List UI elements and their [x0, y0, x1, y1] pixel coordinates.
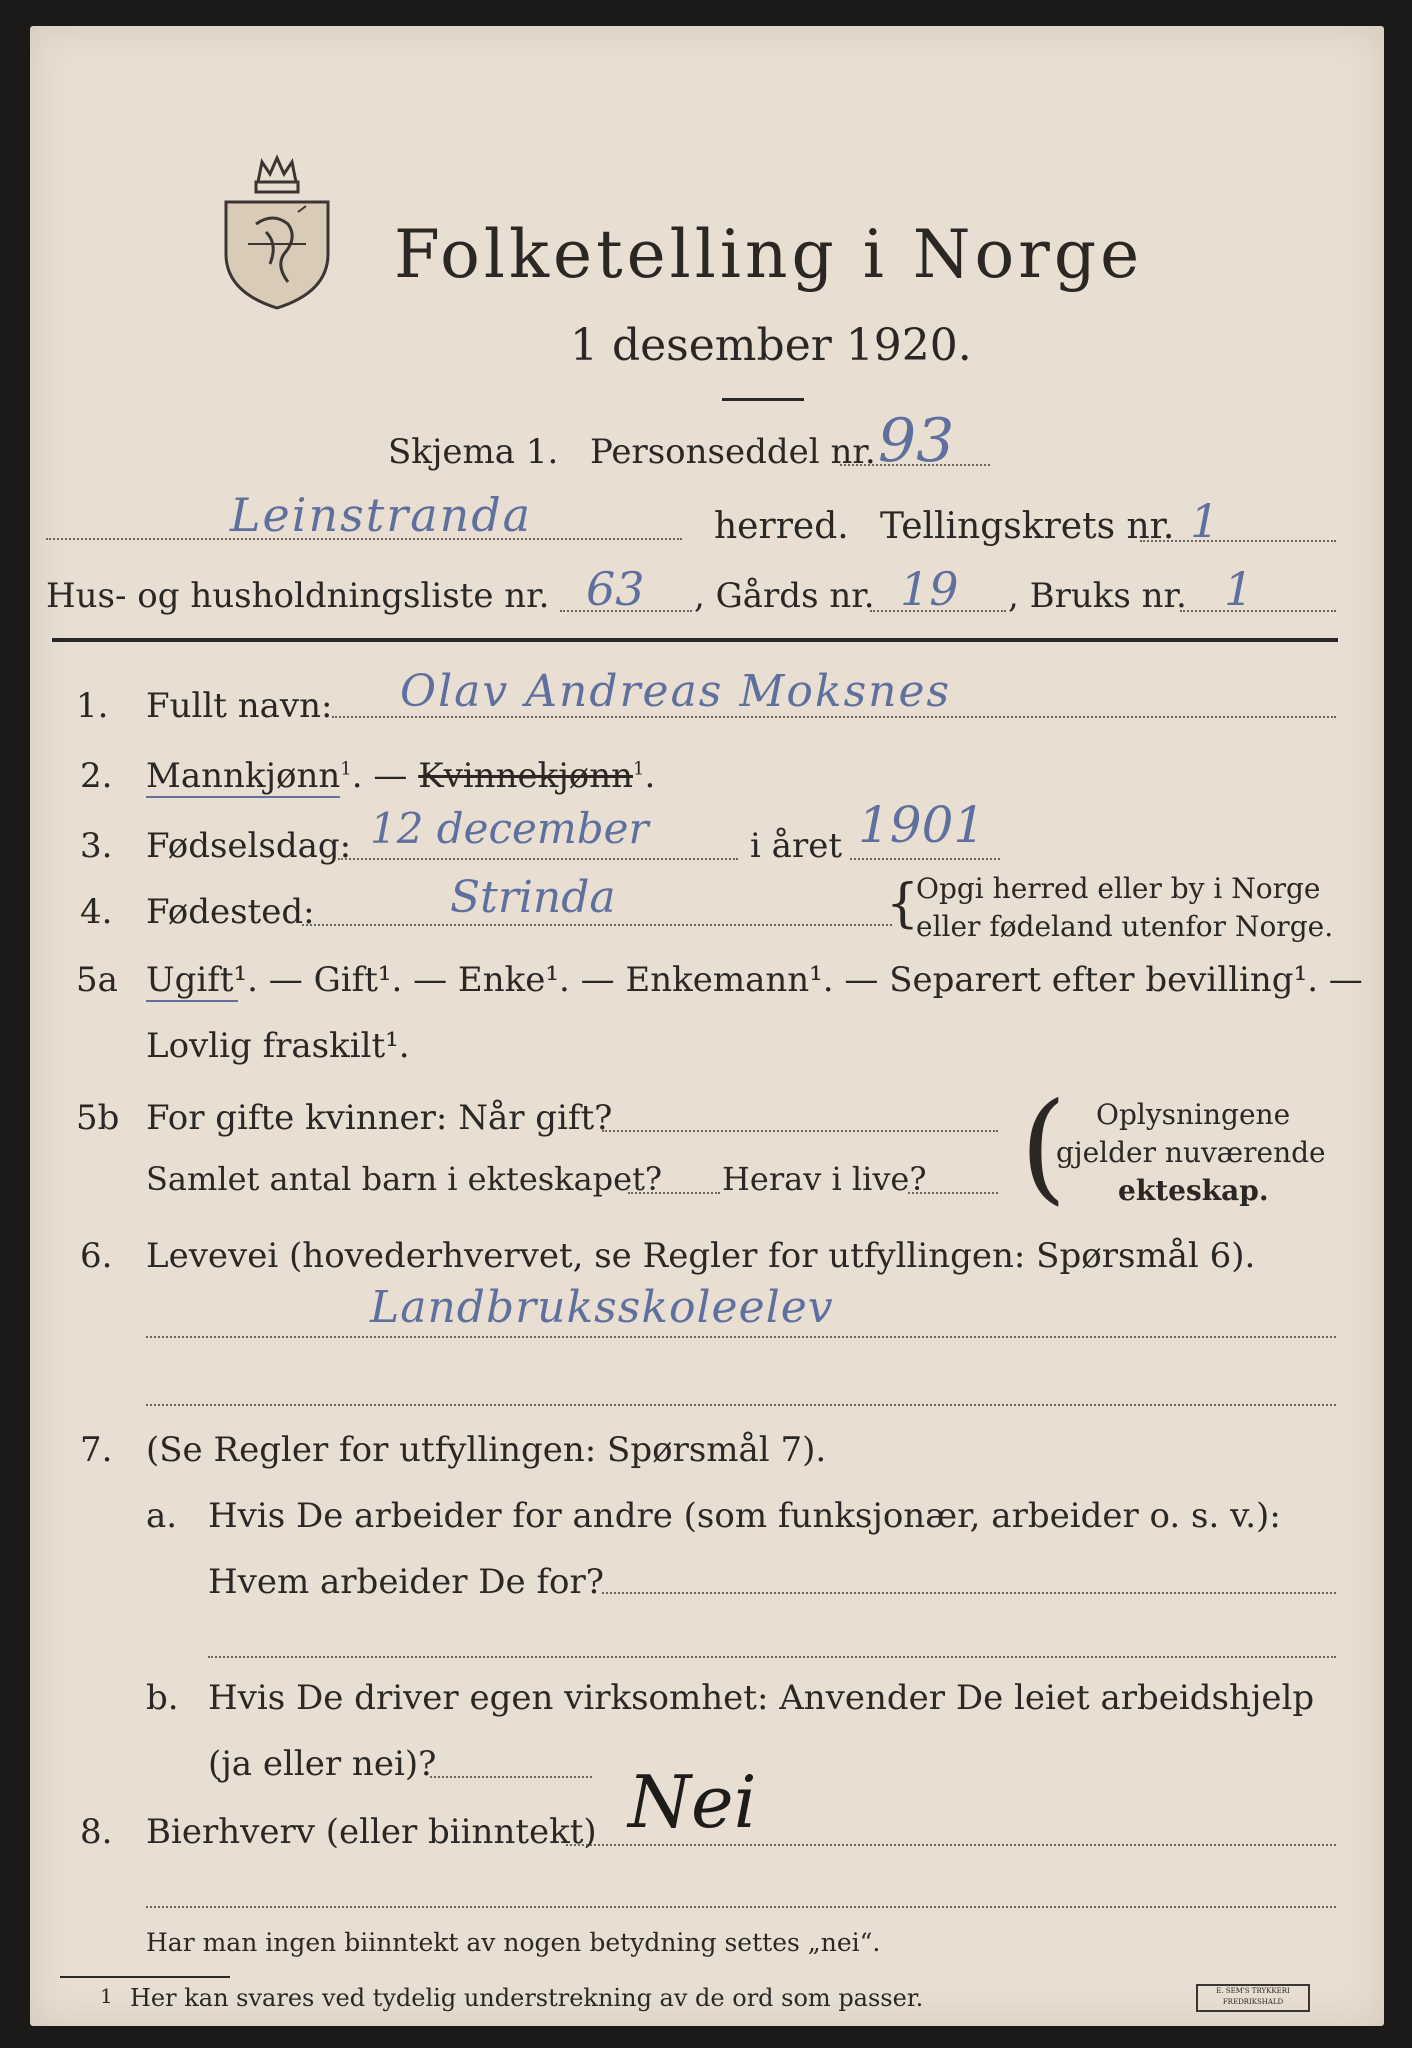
q3-value: 12 december — [370, 804, 649, 853]
q3-number: 3. — [80, 826, 113, 866]
q2-female: Kvinnekjønn — [418, 756, 633, 796]
q7-number: 7. — [80, 1430, 113, 1470]
tellingskrets-value: 1 — [1190, 494, 1220, 548]
q5a-ugift-underline — [146, 1000, 238, 1002]
q4-brace: { — [886, 874, 920, 934]
q7a-letter: a. — [146, 1496, 178, 1536]
bruks-label: , Bruks nr. — [1008, 576, 1187, 616]
q7-label: (Se Regler for utfyllingen: Spørsmål 7). — [146, 1430, 827, 1470]
q5b-children-alive: Herav i live? — [722, 1160, 927, 1198]
q7a-line-2: Hvem arbeider De for? — [208, 1562, 604, 1602]
q6-label: Levevei (hovederhvervet, se Regler for utfyllingen: Spørsmål 6). — [146, 1236, 1256, 1276]
q5b-note-2: gjelder nuværende — [1056, 1136, 1326, 1169]
q7b-letter: b. — [146, 1678, 179, 1718]
q3-year-value: 1901 — [858, 796, 986, 854]
q5b-note-1: Oplysningene — [1096, 1098, 1291, 1131]
herred-label: herred. — [714, 506, 849, 547]
q4-note-1: Opgi herred eller by i Norge — [916, 872, 1321, 905]
footnote-number: 1 — [100, 1984, 113, 2008]
q5a-line-2: Lovlig fraskilt¹. — [146, 1026, 410, 1066]
q2-male: Mannkjønn — [146, 756, 341, 796]
q7a-line-1: Hvis De arbeider for andre (som funksjonær, arbeider o. s. v.): — [208, 1496, 1281, 1536]
tellingskrets-label: Tellingskrets nr. — [880, 506, 1175, 547]
q5b-bracket: ( — [1020, 1078, 1067, 1217]
q2-number: 2. — [80, 756, 113, 796]
q6-value: Landbruksskoleelev — [370, 1282, 834, 1333]
q2-gender: Mannkjønn$^1$. — Kvinnekjønn$^1$. — [146, 756, 656, 796]
gards-label: , Gårds nr. — [694, 576, 875, 616]
q5b-number: 5b — [76, 1098, 120, 1138]
footnote-rule — [60, 1976, 230, 1978]
q5b-note-3: ekteskap. — [1118, 1174, 1269, 1207]
header-rule — [52, 638, 1338, 642]
q8-value: Nei — [628, 1760, 757, 1844]
hus-label: Hus- og husholdningsliste nr. — [46, 576, 550, 616]
personseddel-value: 93 — [878, 406, 955, 476]
q7b-line-1: Hvis De driver egen virksomhet: Anvender De leiet arbeidshjelp — [208, 1678, 1315, 1718]
q1-label: Fullt navn: — [146, 686, 333, 726]
q8-number: 8. — [80, 1812, 113, 1852]
q4-note-2: eller fødeland utenfor Norge. — [916, 910, 1334, 943]
q5a-line-1: Ugift¹. — Gift¹. — Enke¹. — Enkemann¹. — Separert efter bevilling¹. — — [146, 960, 1363, 1000]
q7b-line-2: (ja eller nei)? — [208, 1744, 437, 1784]
q5b-when-married: For gifte kvinner: Når gift? — [146, 1098, 613, 1138]
footer-note: Har man ingen biinntekt av nogen betydning settes „nei“. — [146, 1928, 881, 1957]
q5a-number: 5a — [76, 960, 118, 1000]
herred-value: Leinstranda — [230, 488, 533, 542]
printer-stamp: E. SEM'S TRYKKERI FREDRIKSHALD — [1196, 1984, 1310, 2012]
gards-value: 19 — [900, 562, 959, 616]
census-form — [30, 26, 1384, 2026]
personseddel-label: Personseddel nr. — [590, 432, 876, 472]
footnote-text: Her kan svares ved tydelig understrekning av de ord som passer. — [130, 1984, 924, 2012]
form-date: 1 desember 1920. — [570, 320, 972, 371]
coat-of-arms-icon — [218, 154, 336, 312]
q8-label: Bierhverv (eller biinntekt) — [146, 1812, 597, 1852]
q1-number: 1. — [76, 686, 109, 726]
title-divider — [722, 398, 804, 401]
q4-number: 4. — [80, 892, 113, 932]
form-title: Folketelling i Norge — [394, 216, 1144, 293]
q4-label: Fødested: — [146, 892, 315, 932]
q6-number: 6. — [80, 1236, 113, 1276]
q5b-children-total: Samlet antal barn i ekteskapet? — [146, 1160, 663, 1198]
schema-label: Skjema 1. — [388, 432, 559, 472]
hus-value: 63 — [586, 562, 645, 616]
q4-value: Strinda — [450, 872, 616, 923]
bruks-value: 1 — [1224, 562, 1254, 616]
q3-year-label: i året — [750, 826, 842, 866]
q3-label: Fødselsdag: — [146, 826, 352, 866]
q1-value: Olav Andreas Moksnes — [400, 666, 952, 717]
